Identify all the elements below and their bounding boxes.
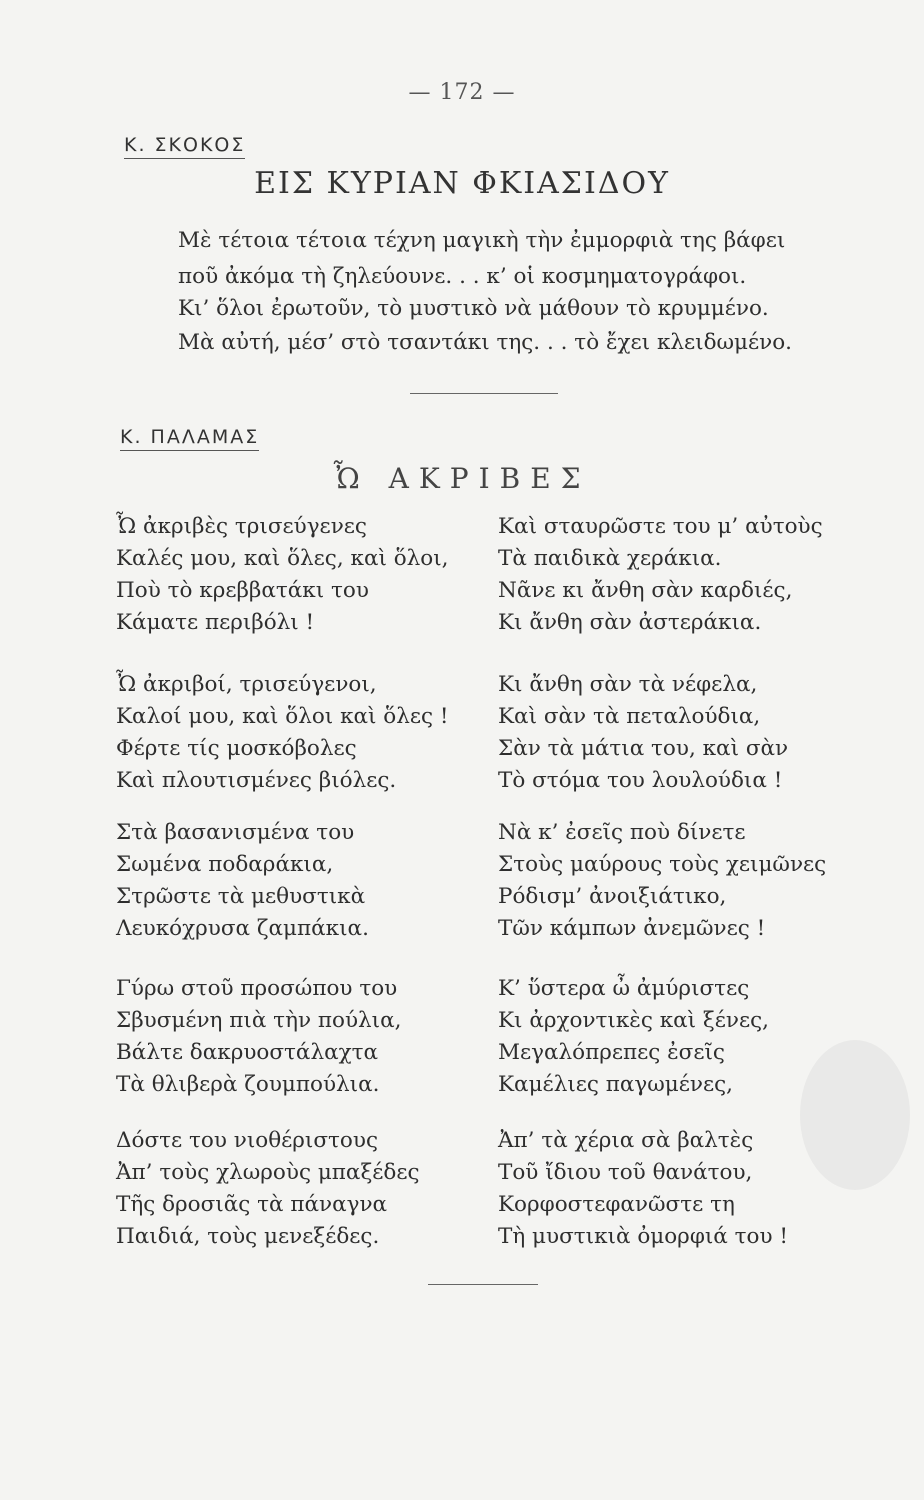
poem2-line: Γύρω στοῦ προσώπου του <box>116 976 398 1001</box>
poem2-line: Φέρτε τίς μοσκόβολες <box>116 736 357 761</box>
poem2-line: Τῆς δροσιᾶς τὰ πάναγνα <box>116 1192 388 1217</box>
poem2-line: Δόστε του νιοθέριστους <box>116 1128 378 1153</box>
poem2-title: Ὦ ΑΚΡΙΒΕΣ <box>333 462 591 495</box>
poem2-line: Ἀπ’ τοὺς χλωροὺς μπαξέδες <box>116 1160 420 1185</box>
poem2-line: Στοὺς μαύρους τοὺς χειμῶνες <box>498 852 827 877</box>
poem2-line: Σβυσμένη πιὰ τὴν πούλια, <box>116 1008 402 1033</box>
poem2-line: Κορφοστεφανῶστε τη <box>498 1192 735 1217</box>
poem2-line: Τὸ στόμα του λουλούδια ! <box>498 768 783 793</box>
poem2-line: Καμέλιες παγωμένες, <box>498 1072 733 1097</box>
poem2-line: Ἀπ’ τὰ χέρια σὰ βαλτὲς <box>498 1128 754 1153</box>
section-divider <box>410 393 558 394</box>
poem2-line: Μεγαλόπρεπες ἐσεῖς <box>498 1040 725 1065</box>
end-divider <box>428 1284 538 1285</box>
poem2-line: Κ’ ὕστερα ὦ ἀμύριστες <box>498 976 750 1001</box>
poem2-line: Σωμένα ποδαράκια, <box>116 852 334 877</box>
poem2-line: Παιδιά, τοὺς μενεξέδες. <box>116 1224 380 1249</box>
poem2-line: Καὶ πλουτισμένες βιόλες. <box>116 768 397 793</box>
poem1-line: Κι’ ὅλοι ἐρωτοῦν, τὸ μυστικὸ νὰ μάθουν τὸ κρυμμένο. <box>178 296 769 321</box>
poem2-line: Κάματε περιβόλι ! <box>116 610 315 635</box>
poem2-line: Κι ἄνθη σὰν ἀστεράκια. <box>498 610 762 635</box>
poem1-title: ΕΙΣ ΚΥΡΙΑΝ ΦΚΙΑΣΙΔΟΥ <box>254 166 670 201</box>
poem2-line: Νὰ κ’ ἐσεῖς ποὺ δίνετε <box>498 820 746 845</box>
poem2-line: Ρόδισμ’ ἀνοιξιάτικο, <box>498 884 727 909</box>
poem2-line: Τὰ θλιβερὰ ζουμπούλια. <box>116 1072 380 1097</box>
poem1-line: Μὲ τέτοια τέτοια τέχνη μαγικὴ τὴν ἐμμορφιὰ της βάφει <box>178 228 786 253</box>
poem1-author: Κ. ΣΚΟΚΟΣ <box>124 134 245 159</box>
poem2-line: Σὰν τὰ μάτια του, καὶ σὰν <box>498 736 789 761</box>
poem2-line: Καλοί μου, καὶ ὅλοι καὶ ὅλες ! <box>116 704 449 729</box>
poem2-line: Τὴ μυστικιὰ ὀμορφιά του ! <box>498 1224 789 1249</box>
poem2-line: Καὶ σταυρῶστε του μ’ αὐτοὺς <box>498 514 823 539</box>
poem2-line: Κι ἄνθη σὰν τὰ νέφελα, <box>498 672 758 697</box>
poem1-line: Μὰ αὐτή, μέσ’ στὸ τσαντάκι της. . . τὸ ἔχει κλειδωμένο. <box>178 330 793 355</box>
poem2-line: Καλές μου, καὶ ὅλες, καὶ ὅλοι, <box>116 546 449 571</box>
poem2-line: Στρῶστε τὰ μεθυστικὰ <box>116 884 366 909</box>
poem2-line: Ποὺ τὸ κρεββατάκι του <box>116 578 369 603</box>
poem2-line: Βάλτε δακρυοστάλαχτα <box>116 1040 379 1065</box>
poem2-line: Ὦ ἀκριβὲς τρισεύγενες <box>116 514 367 539</box>
poem2-line: Καὶ σὰν τὰ πεταλούδια, <box>498 704 761 729</box>
poem2-author: Κ. ΠΑΛΑΜΑΣ <box>120 426 259 451</box>
poem2-line: Λευκόχρυσα ζαμπάκια. <box>116 916 369 941</box>
poem2-line: Τὰ παιδικὰ χεράκια. <box>498 546 722 571</box>
poem1-line: ποῦ ἀκόμα τὴ ζηλεύουνε. . . κ’ οἱ κοσμηματογράφοι. <box>178 264 747 289</box>
page-number: — 172 — <box>408 80 516 105</box>
paper-stain <box>800 1040 910 1190</box>
poem2-line: Τοῦ ἴδιου τοῦ θανάτου, <box>498 1160 753 1185</box>
poem2-line: Τῶν κάμπων ἀνεμῶνες ! <box>498 916 766 941</box>
poem2-line: Στὰ βασανισμένα του <box>116 820 355 845</box>
poem2-line: Νᾶνε κι ἄνθη σὰν καρδιές, <box>498 578 793 603</box>
poem2-line: Ὦ ἀκριβοί, τρισεύγενοι, <box>116 672 377 697</box>
poem2-line: Κι ἀρχοντικὲς καὶ ξένες, <box>498 1008 769 1033</box>
